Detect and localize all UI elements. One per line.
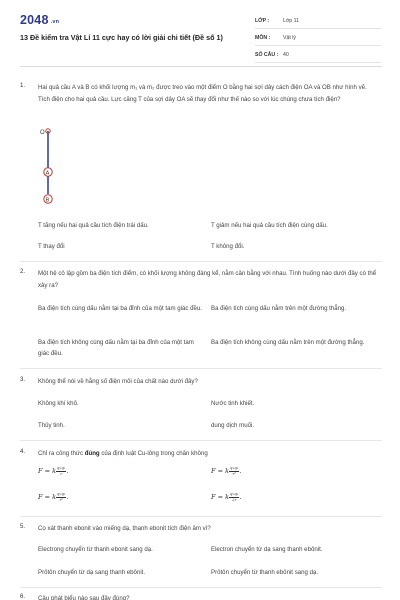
answer-option[interactable]: Prôtôn chuyển từ dạ sang thanh ebônit. xyxy=(38,569,146,576)
question-number: 3. xyxy=(20,376,26,383)
answer-option[interactable]: Thủy tinh. xyxy=(38,422,65,429)
header-divider xyxy=(20,66,382,67)
pendulum-figure xyxy=(38,126,68,234)
meta-value: Vật lý xyxy=(283,35,296,41)
question-text: Không thể nói về hằng số điện môi của chất nào dưới đây? xyxy=(38,378,198,385)
meta-label: SỐ CÂU : xyxy=(255,52,279,58)
question-text: Một hệ cô lập gồm ba điện tích điểm, có khối lượng không đáng kể, nằm cân bằng với nhau. Tình huống nào dưới đây có thể xảy ra? xyxy=(38,270,377,289)
question-text: Cọ xát thanh ebonit vào miếng dạ, thanh ebonit tích điện âm vì? xyxy=(38,525,211,532)
answer-option[interactable]: Ba điện tích cùng dấu nằm trên một đường thẳng. xyxy=(211,305,347,312)
answer-option[interactable]: F = k $\frac{\text{q₁q₂}}{2r}$ . xyxy=(211,491,242,502)
question-4 xyxy=(20,448,382,462)
answer-option[interactable]: T tăng nếu hai quả cầu tích điện trái dấu. xyxy=(38,222,149,229)
answer-option[interactable]: T giảm nếu hai quả cầu tích điện cùng dấu. xyxy=(211,222,328,229)
meta-label: LỚP : xyxy=(255,18,270,24)
question-3 xyxy=(20,376,382,390)
answer-option[interactable]: T không đổi. xyxy=(211,243,245,250)
answer-option[interactable]: Nước tinh khiết. xyxy=(211,400,255,407)
question-1 xyxy=(20,82,382,232)
meta-value: 40 xyxy=(283,52,289,58)
answer-option[interactable]: Ba điện tích cùng dấu nằm tại ba đỉnh của một tam giác đều. xyxy=(38,305,202,312)
label-b: B xyxy=(45,197,50,204)
question-divider xyxy=(20,440,382,441)
meta-label: MÔN : xyxy=(255,35,271,41)
answer-option[interactable]: F = k $\frac{\text{q₁q₂}}{\text{r²}}$ . xyxy=(38,491,69,502)
answer-option[interactable]: Ba điện tích không cùng dấu nằm tại ba đỉnh của một tam giác đều. xyxy=(38,339,194,357)
question-number: 1. xyxy=(20,82,26,89)
answer-option[interactable]: Prôtôn chuyển từ thanh ebônit sang dạ. xyxy=(211,569,319,576)
answer-option[interactable]: Electrong chuyển từ thanh ebonit sang dạ. xyxy=(38,546,153,553)
document-meta xyxy=(255,14,381,65)
answer-option[interactable]: F = k $\frac{\text{q₁q₂}}{r}$ . xyxy=(38,465,69,476)
question-5 xyxy=(20,523,382,537)
site-logo[interactable]: 2048 .vn xyxy=(20,13,60,27)
answer-option[interactable]: dung dịch muối. xyxy=(211,422,255,429)
question-divider xyxy=(20,516,382,517)
question-text: Chỉ ra công thức đúng của định luật Cu-lông trong chân không xyxy=(38,450,208,457)
question-number: 2. xyxy=(20,268,26,275)
answer-option[interactable]: T thay đổi xyxy=(38,243,65,250)
question-divider xyxy=(20,261,382,262)
question-number: 4. xyxy=(20,448,26,455)
answer-option[interactable]: F = k $\frac{\text{q₁q₂}}{\text{r²}}$ . xyxy=(211,465,242,476)
question-text: Hai quả cầu A và B có khối lượng m₁ và m₂ được treo vào một điểm O bằng hai sợi dây cách điện OA và OB như hình vẽ. Tích điện cho hai quả cầu. Lực căng T của sợi dây OA sẽ thay đổi như thế nào so với lúc chúng chưa tích điện? xyxy=(38,84,367,103)
question-divider xyxy=(20,368,382,369)
meta-grade-row xyxy=(255,14,381,29)
question-number: 5. xyxy=(20,523,26,530)
question-text: Câu phát biểu nào sau đây đúng? xyxy=(38,595,130,600)
meta-subject-row xyxy=(255,31,381,46)
answer-option[interactable]: Ba điện tích không cùng dấu nằm trên một đường thẳng. xyxy=(211,339,365,346)
meta-count-row xyxy=(255,48,381,63)
question-divider xyxy=(20,587,382,588)
document-title: 13 Đề kiểm tra Vật Lí 11 cực hay có lời giải chi tiết (Đề số 1) xyxy=(20,33,223,42)
page-header xyxy=(0,0,400,66)
question-6 xyxy=(20,593,382,600)
label-a: A xyxy=(45,170,50,177)
label-o: O xyxy=(40,130,45,136)
meta-value: Lớp 11 xyxy=(283,18,299,24)
question-2 xyxy=(20,268,382,292)
answer-option[interactable]: Electron chuyển từ dạ sang thanh ebônit. xyxy=(211,546,323,553)
question-number: 6. xyxy=(20,593,26,600)
answer-option[interactable]: Không khí khô. xyxy=(38,400,79,407)
